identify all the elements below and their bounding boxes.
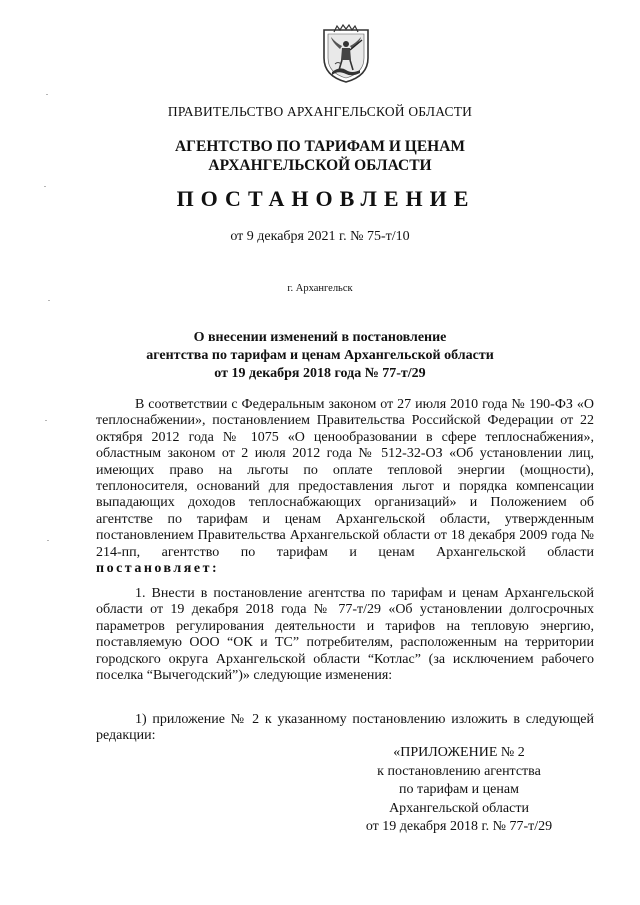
document-subject [60, 329, 580, 383]
annex-line3: по тарифам и ценам [399, 782, 519, 797]
scan-dot [45, 420, 47, 421]
subject-line1: О внесении изменений в постановление [193, 330, 447, 345]
scan-dot [47, 540, 49, 541]
annex-line2: к постановлению агентства [377, 763, 541, 779]
document-city: г. Архангельск [287, 283, 353, 294]
body-paragraph-subitem1: 1) приложение № 2 к указанному постановлению изложить в следующей редакции: [96, 712, 594, 744]
annex-line5: от 19 декабря 2018 г. № 77-т/29 [365, 819, 553, 834]
document-date-number: от 9 декабря 2021 г. № 75-т/10 [230, 229, 410, 244]
subject-line3: от 19 декабря 2018 года № 77-т/29 [214, 366, 426, 381]
annex-line4: Архангельской области [389, 800, 529, 816]
resolves-keyword: постановляет: [96, 561, 220, 577]
preamble-text: В соответствии с Федеральным законом от 27 июля 2010 года № 190-ФЗ «О теплоснабжении», постановлением Правительства Российской Федерации от 22 октября 2012 года № 1075 «О ценообразовании в сфере теплоснабжения», областным законом от 2 июля 2012 года № 512-32-ОЗ «Об установлении лиц, имеющих право на льготы по оплате тепловой энергии (мощности), теплоносителя, оснований для предоставления льгот и порядка компенсации выпадающих доходов теплоснабжающих организаций» и Положением об агентстве по тарифам и ценам Архангельской области, утвержденным постановлением Правительства Архангельской области от 18 декабря 2009 года № 214-пп, агентство по тарифам и ценам Архангельской области [96, 397, 594, 560]
body-paragraph-item1: 1. Внести в постановление агентства по тарифам и ценам Архангельской области от 19 декабря 2018 года № 77-т/29 «Об установлении долгосрочных параметров регулирования деятельности и тарифов на тепловую энергию, поставляемую ООО “ОК и ТС” потребителям, расположенным на территории городского округа Архангельской области “Котлас” (за исключением рабочего поселка “Вычегодский”)» следующие изменения: [96, 586, 594, 684]
coat-of-arms-icon [318, 24, 374, 84]
scan-dot [46, 94, 48, 95]
subject-line2: агентства по тарифам и ценам Архангельской области [146, 348, 494, 363]
document-type: ПОСТАНОВЛЕНИЕ [176, 186, 476, 211]
agency-name-line1: АГЕНТСТВО ПО ТАРИФАМ И ЦЕНАМ [174, 138, 466, 155]
government-name: ПРАВИТЕЛЬСТВО АРХАНГЕЛЬСКОЙ ОБЛАСТИ [167, 104, 473, 119]
scan-dot [44, 186, 46, 187]
agency-name-line2: АРХАНГЕЛЬСКОЙ ОБЛАСТИ [208, 157, 432, 174]
annex-heading [330, 744, 588, 837]
body-paragraph-preamble [96, 397, 594, 577]
agency-name [0, 137, 640, 175]
scan-dot [48, 300, 50, 301]
annex-line1: «ПРИЛОЖЕНИЕ № 2 [393, 745, 525, 760]
